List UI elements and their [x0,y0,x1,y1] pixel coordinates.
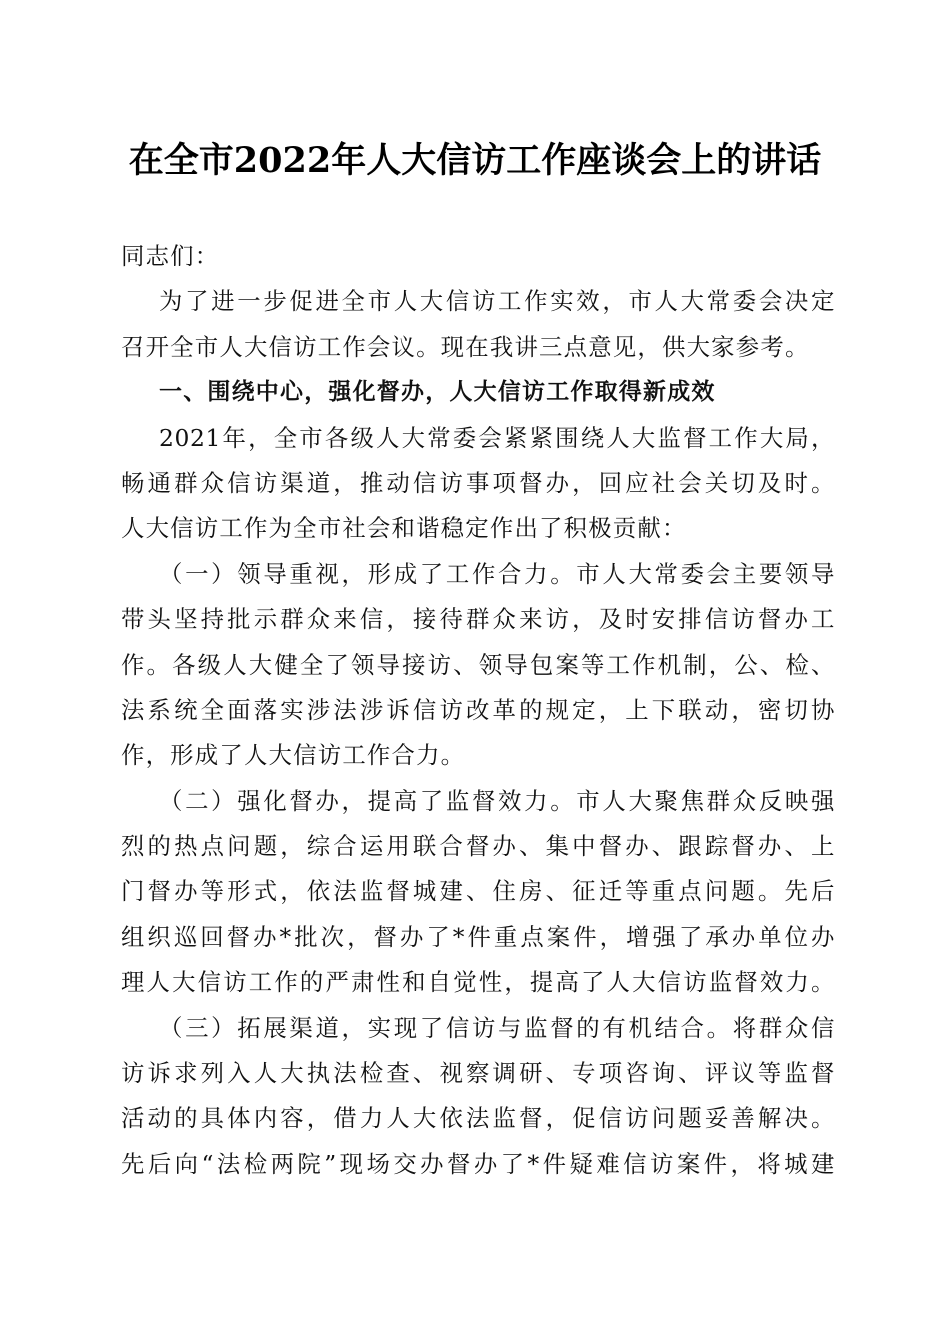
paragraph-line: 作，形成了人大信访工作合力。 [121,741,466,770]
intro-paragraph [121,279,835,370]
section1-intro-paragraph [121,416,835,552]
paragraph-line: 烈的热点问题，综合运用联合督办、集中督办、跟踪督办、上 [121,832,835,861]
paragraph-line: 2021年，全市各级人大常委会紧紧围绕人大监督工作大局， [159,423,835,452]
section-heading: 一、围绕中心，强化督办，人大信访工作取得新成效 [159,379,716,406]
paragraph-line: 法系统全面落实涉法涉诉信访改革的规定，上下联动，密切协 [121,695,835,724]
item-3-paragraph [121,1006,835,1188]
item-1-paragraph [121,552,835,779]
document-body [121,234,835,1187]
paragraph-line: 理人大信访工作的严肃性和自觉性，提高了人大信访监督效力。 [121,968,835,997]
salutation: 同志们： [121,242,220,270]
paragraph-line: 先后向“法检两院”现场交办督办了*件疑难信访案件，将城建 [121,1149,835,1178]
paragraph-line: （二）强化督办，提高了监督效力。市人大聚焦群众反映强 [159,786,835,815]
paragraph-line: 为了进一步促进全市人大信访工作实效，市人大常委会决定 [159,287,835,316]
paragraph-line: 活动的具体内容，借力人大依法监督，促信访问题妥善解决。 [121,1104,835,1133]
paragraph-line: 门督办等形式，依法监督城建、住房、征迁等重点问题。先后 [121,877,835,906]
paragraph-line: 组织巡回督办*批次，督办了*件重点案件，增强了承办单位办 [121,922,835,951]
paragraph-line: （三）拓展渠道，实现了信访与监督的有机结合。将群众信 [159,1013,835,1042]
paragraph-line: 访诉求列入人大执法检查、视察调研、专项咨询、评议等监督 [121,1059,835,1088]
paragraph-line: 畅通群众信访渠道，推动信访事项督办，回应社会关切及时。 [121,468,835,497]
item-2-paragraph [121,779,835,1006]
paragraph-line: 召开全市人大信访工作会议。现在我讲三点意见，供大家参考。 [121,332,810,361]
paragraph-line: 人大信访工作为全市社会和谐稳定作出了积极贡献： [121,514,687,543]
paragraph-line: 带头坚持批示群众来信，接待群众来访，及时安排信访督办工 [121,605,835,634]
page-title: 在全市2022年人大信访工作座谈会上的讲话 [128,140,822,181]
paragraph-line: 作。各级人大健全了领导接访、领导包案等工作机制，公、检、 [121,650,835,679]
paragraph-line: （一）领导重视，形成了工作合力。市人大常委会主要领导 [159,559,835,588]
